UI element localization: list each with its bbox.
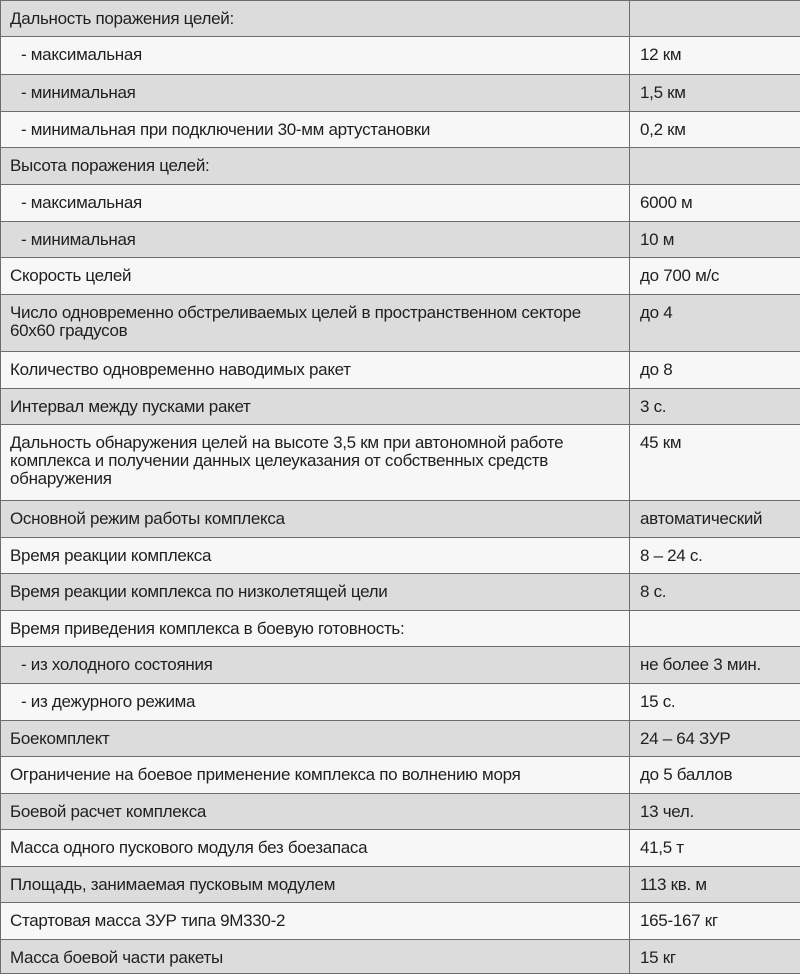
table-row (1, 721, 800, 757)
table-row (1, 867, 800, 903)
table-row (1, 794, 800, 830)
parameter-value: 15 с. (630, 684, 800, 721)
parameter-label: - максимальная (1, 185, 630, 222)
table-row (1, 611, 800, 647)
parameter-label: Основной режим работы комплекса (1, 501, 630, 538)
table-row (1, 538, 800, 574)
parameter-label: - из холодного состояния (1, 647, 630, 684)
parameter-value: 45 км (630, 425, 800, 501)
parameter-label: Боевой расчет комплекса (1, 794, 630, 830)
parameter-label: Масса одного пускового модуля без боезапаса (1, 830, 630, 867)
parameter-label: Скорость целей (1, 258, 630, 295)
parameter-value: 8 с. (630, 574, 800, 611)
parameter-label: Число одновременно обстреливаемых целей в пространственном секторе 60х60 градусов (1, 295, 630, 352)
table-row (1, 757, 800, 794)
parameter-label: Интервал между пусками ракет (1, 389, 630, 425)
specifications-table-body (1, 1, 800, 974)
parameter-value: до 700 м/с (630, 258, 800, 295)
table-row (1, 574, 800, 611)
parameter-value: 6000 м (630, 185, 800, 222)
parameter-label: Высота поражения целей: (1, 148, 630, 185)
table-row (1, 1, 800, 37)
table-row (1, 185, 800, 222)
parameter-value: 10 м (630, 222, 800, 258)
parameter-value: 24 – 64 ЗУР (630, 721, 800, 757)
table-row (1, 222, 800, 258)
table-row (1, 940, 800, 974)
parameter-value: 3 с. (630, 389, 800, 425)
table-row (1, 684, 800, 721)
table-row (1, 501, 800, 538)
table-row (1, 389, 800, 425)
parameter-value: автоматический (630, 501, 800, 538)
table-row (1, 112, 800, 148)
parameter-value: не более 3 мин. (630, 647, 800, 684)
table-row (1, 148, 800, 185)
parameter-label: Дальность обнаружения целей на высоте 3,5 км при автономной работе комплекса и получении данных целеуказания от собственных средств обнаружения (1, 425, 630, 501)
parameter-label: Боекомплект (1, 721, 630, 757)
parameter-value (630, 148, 800, 185)
table-row (1, 37, 800, 75)
parameter-value: 165-167 кг (630, 903, 800, 940)
parameter-label: Ограничение на боевое применение комплекса по волнению моря (1, 757, 630, 794)
parameter-value: 13 чел. (630, 794, 800, 830)
parameter-value: 41,5 т (630, 830, 800, 867)
parameter-label: Время реакции комплекса по низколетящей цели (1, 574, 630, 611)
parameter-value (630, 611, 800, 647)
parameter-label: - максимальная (1, 37, 630, 75)
parameter-label: Стартовая масса ЗУР типа 9М330-2 (1, 903, 630, 940)
parameter-value (630, 1, 800, 37)
parameter-label: Время приведения комплекса в боевую готовность: (1, 611, 630, 647)
parameter-label: Масса боевой части ракеты (1, 940, 630, 974)
parameter-label: - минимальная (1, 75, 630, 112)
table-row (1, 75, 800, 112)
table-row (1, 903, 800, 940)
table-row (1, 295, 800, 352)
parameter-label: Площадь, занимаемая пусковым модулем (1, 867, 630, 903)
parameter-value: до 8 (630, 352, 800, 389)
parameter-label: - из дежурного режима (1, 684, 630, 721)
parameter-label: Дальность поражения целей: (1, 1, 630, 37)
parameter-label: Время реакции комплекса (1, 538, 630, 574)
table-row (1, 352, 800, 389)
table-row (1, 425, 800, 501)
parameter-label: Количество одновременно наводимых ракет (1, 352, 630, 389)
parameter-value: 15 кг (630, 940, 800, 974)
parameter-value: до 4 (630, 295, 800, 352)
table-row (1, 258, 800, 295)
parameter-value: 1,5 км (630, 75, 800, 112)
parameter-value: 8 – 24 с. (630, 538, 800, 574)
parameter-label: - минимальная (1, 222, 630, 258)
table-row (1, 647, 800, 684)
parameter-label: - минимальная при подключении 30-мм артустановки (1, 112, 630, 148)
parameter-value: 113 кв. м (630, 867, 800, 903)
table-row (1, 830, 800, 867)
parameter-value: 0,2 км (630, 112, 800, 148)
parameter-value: 12 км (630, 37, 800, 75)
parameter-value: до 5 баллов (630, 757, 800, 794)
